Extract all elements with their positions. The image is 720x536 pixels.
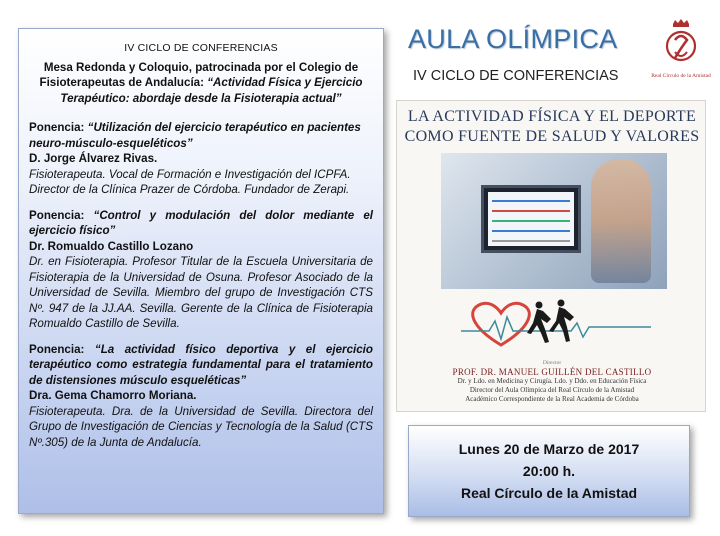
talk-2 <box>29 208 373 332</box>
talk-1-bio: Fisioterapeuta. Vocal de Formación e Investigación del ICPFA. Director de la Clínica Prazer de Córdoba. Fundador de Zerapi. <box>29 167 351 196</box>
event-poster <box>396 100 706 412</box>
talk-3 <box>29 342 373 451</box>
heart-pulse-icon <box>461 297 651 353</box>
director-name: PROF. DR. MANUEL GUILLÉN DEL CASTILLO <box>452 367 652 377</box>
talk-1-prefix: Ponencia: <box>29 121 88 134</box>
event-details-box <box>408 425 690 517</box>
talk-3-speaker: Dra. Gema Chamorro Moriana. <box>29 389 197 402</box>
conference-program-panel <box>18 28 384 514</box>
intro-text: Mesa Redonda y Coloquio, patrocinada por el Colegio de Fisioterapeutas de Andalucía: <box>39 60 359 89</box>
event-date: Lunes 20 de Marzo de 2017 <box>458 441 640 457</box>
talk-2-prefix: Ponencia: <box>29 208 94 222</box>
talk-1 <box>29 120 373 198</box>
poster-credits <box>397 359 707 404</box>
athlete-figure <box>591 159 651 283</box>
program-intro <box>29 60 373 107</box>
talk-2-speaker: Dr. Romualdo Castillo Lozano <box>29 239 194 253</box>
talk-2-title: “Control y modulación del dolor mediante el ejercicio físico” <box>29 208 373 237</box>
director-line-3: Académico Correspondiente de la Real Academia de Córdoba <box>465 395 639 403</box>
event-venue: Real Círculo de la Amistad <box>460 485 638 501</box>
talk-1-title: “Utilización del ejercicio terapéutico en pacientes neuro-músculo-esqueléticos” <box>29 121 361 150</box>
talk-3-prefix: Ponencia: <box>29 342 95 356</box>
crest-label: Real Círculo de la Amistad <box>651 73 711 79</box>
poster-headline <box>397 107 707 147</box>
director-label: Director <box>542 360 562 366</box>
director-line-2: Director del Aula Olímpica del Real Círculo de la Amistad <box>469 386 635 394</box>
talk-3-bio: Fisioterapeuta. Dra. de la Universidad de Sevilla. Directora del Grupo de Investigación de Ciencias y Tecnología de la Salud (CTS Nº.305) de la Junta de Andalucía. <box>29 404 373 449</box>
event-time: 20:00 h. <box>522 463 576 479</box>
crest-icon <box>661 18 701 66</box>
talk-2-heading <box>29 208 373 239</box>
poster-headline-line-2: COMO FUENTE DE SALUD Y VALORES <box>404 128 700 145</box>
director-line-1: Dr. y Ldo. en Medicina y Cirugía. Ldo. y Ddo. en Educación Física <box>457 377 647 385</box>
intro-title: “Actividad Física y Ejercicio Terapéutico: abordaje desde la Fisioterapia actual” <box>60 76 363 105</box>
ciclo-subtitle: IV CICLO DE CONFERENCIAS <box>413 68 619 84</box>
poster-headline-line-1: LA ACTIVIDAD FÍSICA Y EL DEPORTE <box>407 108 697 125</box>
talk-1-heading <box>29 120 373 151</box>
treadmill-photo <box>441 153 667 289</box>
program-header: IV CICLO DE CONFERENCIAS <box>124 42 278 54</box>
monitor-screen <box>481 185 581 253</box>
talk-2-bio: Dr. en Fisioterapia. Profesor Titular de la Escuela Universitaria de Fisioterapia de la Universidad de Osuna. Profesor Asociado de la Universidad de Sevilla. Miembro del grupo de Investigación CTS Nº. 947 de la JJ.AA. Sevilla. Gerente de la Clínica de Fisioterapia Romualdo Castillo de Sevilla. <box>29 255 373 330</box>
aula-olimpica-title: AULA OLÍMPICA <box>408 24 618 54</box>
talk-3-title: “La actividad físico deportiva y el ejercicio terapéutico como estrategia fundamental para el tratamiento de distensiones músculo esqueléticas” <box>29 342 373 387</box>
club-crest <box>650 18 712 90</box>
talk-1-speaker: D. Jorge Álvarez Rivas. <box>29 152 158 165</box>
talk-3-heading <box>29 342 373 389</box>
